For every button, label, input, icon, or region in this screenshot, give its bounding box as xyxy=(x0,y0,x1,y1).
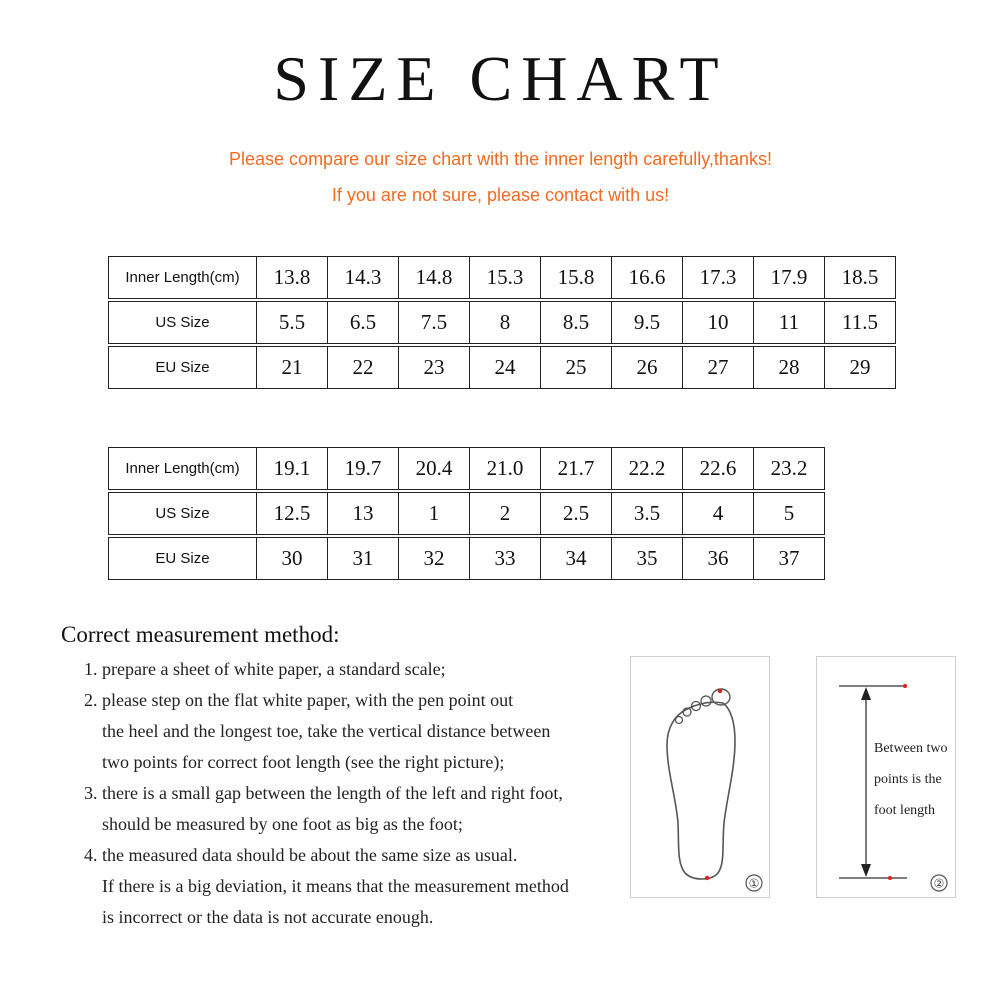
table-cell: 15.8 xyxy=(541,256,612,299)
table-row xyxy=(108,301,896,344)
table-cell: 34 xyxy=(541,537,612,580)
step-line: 3. there is a small gap between the length of the left and right foot, xyxy=(84,783,563,803)
table-cell: 5.5 xyxy=(257,301,328,344)
table-cell: 28 xyxy=(754,346,825,389)
table-cell: 19.7 xyxy=(328,447,399,490)
size-table-1 xyxy=(108,254,896,391)
step-line: two points for correct foot length (see the right picture); xyxy=(102,752,505,772)
table-cell: 22.2 xyxy=(612,447,683,490)
top-marker-dot xyxy=(903,684,907,688)
table-cell: 37 xyxy=(754,537,825,580)
table-row xyxy=(108,256,896,299)
table-row xyxy=(108,346,896,389)
picture-number-1: ① xyxy=(748,876,760,891)
table-cell: 18.5 xyxy=(825,256,896,299)
size-table-2 xyxy=(108,445,825,582)
measurement-arrow-picture xyxy=(816,656,956,898)
table-cell: 5 xyxy=(754,492,825,535)
page-title: SIZE CHART xyxy=(273,43,728,114)
table-cell: 12.5 xyxy=(257,492,328,535)
table-cell: 23.2 xyxy=(754,447,825,490)
table-cell: 31 xyxy=(328,537,399,580)
row-label: Inner Length(cm) xyxy=(108,256,257,299)
foot-outline-picture xyxy=(630,656,770,898)
table-cell: 16.6 xyxy=(612,256,683,299)
foot-outline-icon xyxy=(631,657,769,897)
step-line: is incorrect or the data is not accurate enough. xyxy=(102,907,434,927)
table-cell: 22.6 xyxy=(683,447,754,490)
table-row xyxy=(108,447,825,490)
toe-marker-dot xyxy=(718,689,722,693)
step-line: should be measured by one foot as big as the foot; xyxy=(102,814,463,834)
step-line: 4. the measured data should be about the same size as usual. xyxy=(84,845,518,865)
table-row xyxy=(108,492,825,535)
table-cell: 36 xyxy=(683,537,754,580)
caption-line-2: points is the xyxy=(874,772,942,787)
table-cell: 24 xyxy=(470,346,541,389)
table-cell: 11 xyxy=(754,301,825,344)
table-cell: 2.5 xyxy=(541,492,612,535)
foot-length-caption xyxy=(874,733,956,826)
table-cell: 7.5 xyxy=(399,301,470,344)
table-cell: 4 xyxy=(683,492,754,535)
table-cell: 11.5 xyxy=(825,301,896,344)
table-cell: 8.5 xyxy=(541,301,612,344)
row-label: US Size xyxy=(108,301,257,344)
notice-line-1: Please compare our size chart with the inner length carefully,thanks! xyxy=(229,149,772,169)
table-cell: 14.3 xyxy=(328,256,399,299)
table-cell: 21.7 xyxy=(541,447,612,490)
step-line: 1. prepare a sheet of white paper, a standard scale; xyxy=(84,659,446,679)
method-title: Correct measurement method: xyxy=(61,622,340,647)
table-cell: 26 xyxy=(612,346,683,389)
step-line: 2. please step on the flat white paper, with the pen point out xyxy=(84,690,514,710)
table-cell: 33 xyxy=(470,537,541,580)
measurement-steps xyxy=(84,654,624,933)
table-cell: 9.5 xyxy=(612,301,683,344)
bottom-marker-dot xyxy=(888,876,892,880)
table-cell: 22 xyxy=(328,346,399,389)
table-cell: 21.0 xyxy=(470,447,541,490)
step-line: the heel and the longest toe, take the vertical distance between xyxy=(102,721,551,741)
table-cell: 6.5 xyxy=(328,301,399,344)
table-cell: 2 xyxy=(470,492,541,535)
table-cell: 10 xyxy=(683,301,754,344)
caption-line-1: Between two xyxy=(874,741,948,756)
table-cell: 3.5 xyxy=(612,492,683,535)
notice-line-2: If you are not sure, please contact with us! xyxy=(331,185,670,205)
table-cell: 15.3 xyxy=(470,256,541,299)
table-cell: 17.3 xyxy=(683,256,754,299)
table-cell: 14.8 xyxy=(399,256,470,299)
caption-line-3: foot length xyxy=(874,803,936,818)
table-cell: 25 xyxy=(541,346,612,389)
table-cell: 1 xyxy=(399,492,470,535)
table-row xyxy=(108,537,825,580)
table-cell: 23 xyxy=(399,346,470,389)
table-cell: 32 xyxy=(399,537,470,580)
heel-marker-dot xyxy=(705,876,709,880)
table-cell: 8 xyxy=(470,301,541,344)
table-cell: 17.9 xyxy=(754,256,825,299)
table-cell: 30 xyxy=(257,537,328,580)
table-cell: 20.4 xyxy=(399,447,470,490)
table-cell: 29 xyxy=(825,346,896,389)
table-cell: 21 xyxy=(257,346,328,389)
row-label: US Size xyxy=(108,492,257,535)
table-cell: 35 xyxy=(612,537,683,580)
table-cell: 13 xyxy=(328,492,399,535)
picture-number-2: ② xyxy=(933,876,945,891)
step-line: If there is a big deviation, it means that the measurement method xyxy=(102,876,569,896)
row-label: EU Size xyxy=(108,537,257,580)
row-label: Inner Length(cm) xyxy=(108,447,257,490)
table-cell: 19.1 xyxy=(257,447,328,490)
row-label: EU Size xyxy=(108,346,257,389)
table-cell: 27 xyxy=(683,346,754,389)
table-cell: 13.8 xyxy=(257,256,328,299)
